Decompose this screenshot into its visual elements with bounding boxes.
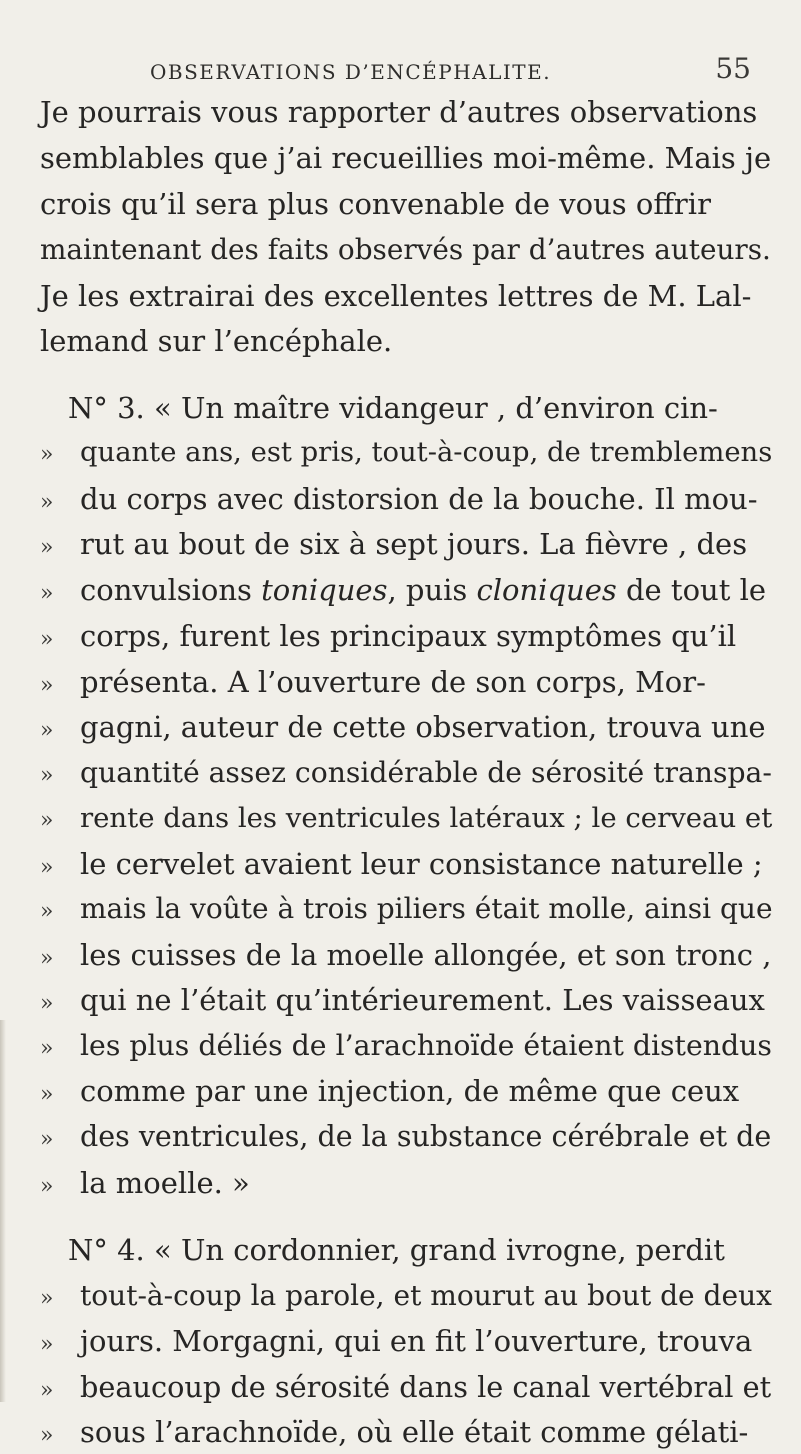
quote-mark: » [40, 991, 54, 1016]
quote-mark: » [40, 1127, 54, 1152]
quote-mark: » [40, 1378, 54, 1403]
text-line: » quante ans, est pris, tout-à-coup, de tremblemens [40, 435, 772, 473]
quote-mark: » [40, 442, 54, 467]
quote-mark: » [40, 899, 54, 924]
text-line: » rut au bout de six à sept jours. La fièvre , des [40, 526, 747, 566]
quote-mark: » [40, 1423, 54, 1448]
quote-mark: » [40, 1036, 54, 1061]
quote-mark: » [40, 581, 54, 606]
quote-mark: » [40, 673, 54, 698]
quote-mark: » [40, 627, 54, 652]
running-title: OBSERVATIONS D’ENCÉPHALITE. [150, 60, 552, 84]
text-line: » mais la voûte à trois piliers était molle, ainsi que [40, 891, 773, 930]
quote-mark: » [40, 855, 54, 880]
text-line: Je pourrais vous rapporter d’autres observations [40, 95, 758, 129]
quote-mark: » [40, 490, 54, 515]
text-line: » corps, furent les principaux symptômes qu’il [40, 618, 736, 658]
text-line: » des ventricules, de la substance cérébrale et de [40, 1119, 771, 1158]
text-line: » beaucoup de sérosité dans le canal vertébral et [40, 1369, 771, 1409]
text-line: maintenant des faits observés par d’autres auteurs. [40, 233, 771, 266]
text-line: » les cuisses de la moelle allongée, et son tronc , [40, 937, 771, 977]
text-line: » qui ne l’était qu’intérieurement. Les vaisseaux [40, 982, 765, 1022]
text-line: lemand sur l’encéphale. [40, 324, 393, 358]
page-number: 55 [715, 52, 751, 85]
text-line: » la moelle. » [40, 1165, 250, 1205]
quote-mark: » [40, 535, 54, 560]
quote-mark: » [40, 1332, 54, 1357]
text-line: » sous l’arachnoïde, où elle était comme gélati- [40, 1414, 748, 1454]
page-edge-shadow [0, 1020, 6, 1402]
text-line: » les plus déliés de l’arachnoïde étaient distendus [40, 1028, 772, 1067]
quote-mark: » [40, 946, 54, 971]
text-line: » présenta. A l’ouverture de son corps, Mor- [40, 664, 706, 704]
quote-mark: » [40, 763, 54, 788]
text-line: » tout-à-coup la parole, et mourut au bout de deux [40, 1278, 772, 1317]
text-line: » le cervelet avaient leur consistance naturelle ; [40, 846, 763, 886]
italic-term: toniques [261, 573, 388, 607]
quote-mark: » [40, 1082, 54, 1107]
text-line: crois qu’il sera plus convenable de vous offrir [40, 187, 711, 221]
text-line: » du corps avec distorsion de la bouche. Il mou- [40, 481, 758, 521]
text-line: semblables que j’ai recueillies moi-même. Mais je [40, 141, 772, 175]
quote-mark: » [40, 718, 54, 743]
text-line: N° 3. « Un maître vidangeur , d’environ cin- [68, 391, 718, 425]
text-line: » convulsions toniques, puis cloniques de tout le [40, 572, 766, 612]
text-line: » gagni, auteur de cette observation, trouva une [40, 709, 766, 749]
text-line: Je les extrairai des excellentes lettres de M. Lal- [40, 279, 752, 313]
text-line: » rente dans les ventricules latéraux ; le cerveau et [40, 800, 772, 839]
text-line: » comme par une injection, de même que ceux [40, 1073, 739, 1113]
italic-term: cloniques [476, 573, 617, 607]
quote-mark: » [40, 808, 54, 833]
text-line: » jours. Morgagni, qui en fit l’ouverture, trouva [40, 1323, 752, 1363]
text-line: N° 4. « Un cordonnier, grand ivrogne, perdit [68, 1233, 725, 1267]
text-line: » quantité assez considérable de sérosité transpa- [40, 755, 772, 794]
quote-mark: » [40, 1174, 54, 1199]
quote-mark: » [40, 1286, 54, 1311]
